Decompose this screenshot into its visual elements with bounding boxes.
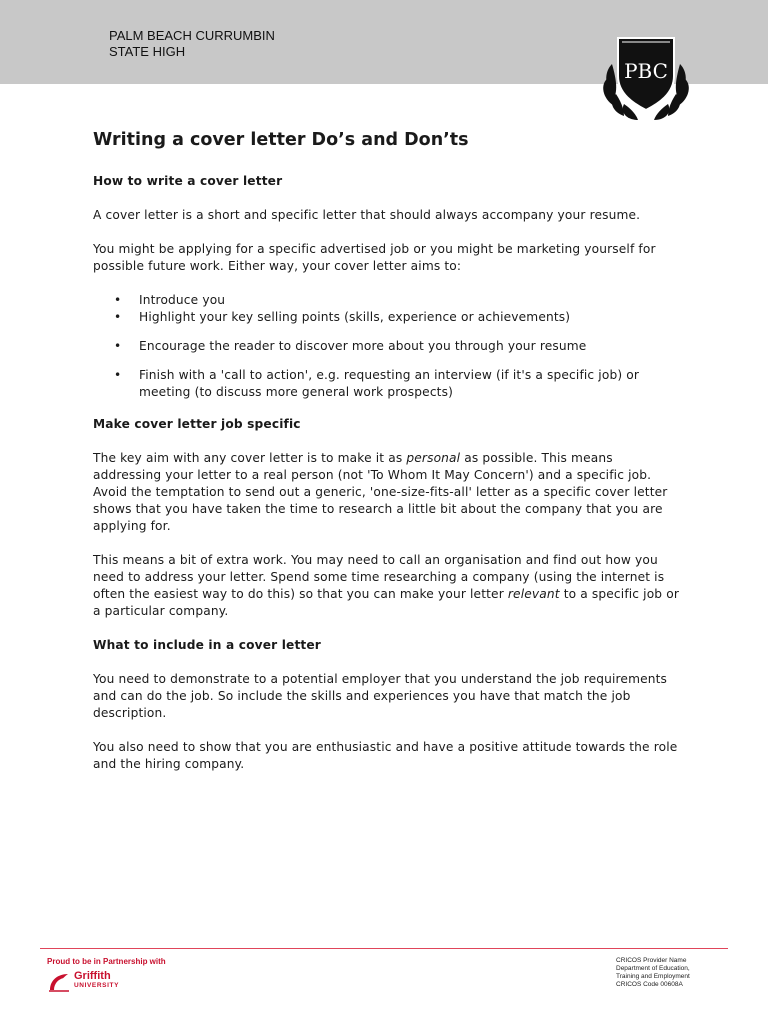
list-item: • Finish with a 'call to action', e.g. requesting an interview (if it's a specific job) or meeting (to discuss more general work prospects) bbox=[93, 367, 683, 401]
griffith-sub: UNIVERSITY bbox=[74, 982, 120, 989]
griffith-mark-icon bbox=[48, 972, 70, 992]
paragraph: This means a bit of extra work. You may need to call an organisation and find out how you need to address your letter. Spend some time researching a company (using the internet is often the easiest way to do this) so that you can make your letter relevant to a specific job or a particular company. bbox=[93, 553, 679, 618]
cricos-line: CRICOS Provider Name bbox=[616, 957, 687, 964]
griffith-university-logo bbox=[48, 970, 138, 994]
section-heading-how-to-write: How to write a cover letter bbox=[93, 174, 283, 188]
crest-text: PBC bbox=[624, 59, 668, 83]
list-item: • Highlight your key selling points (skills, experience or achievements) bbox=[93, 309, 683, 326]
document-title: Writing a cover letter Do’s and Don’ts bbox=[93, 130, 469, 150]
paragraph: You need to demonstrate to a potential employer that you understand the job requirements and can do the job. So include the skills and experiences you have that match the job description. bbox=[93, 672, 668, 720]
footer-divider bbox=[40, 948, 728, 949]
section-heading-what-to-include: What to include in a cover letter bbox=[93, 638, 321, 652]
griffith-name: Griffith bbox=[74, 970, 111, 982]
paragraph: You also need to show that you are enthusiastic and have a positive attitude towards the role and the hiring company. bbox=[93, 740, 678, 771]
school-name-line-2: STATE HIGH bbox=[109, 44, 186, 59]
cricos-line: Training and Employment bbox=[616, 973, 690, 980]
paragraph: The key aim with any cover letter is to make it as personal as possible. This means addressing your letter to a real person (not 'To Whom It May Concern') and a specific job. Avoid the temptation to send out a generic, 'one-size-fits-all' letter as a specific cover letter shows that you have taken the time to research a little bit about the company that you are applying for. bbox=[93, 451, 668, 533]
partner-label: Proud to be in Partnership with bbox=[47, 957, 166, 966]
pbc-crest-logo bbox=[594, 20, 698, 124]
school-name-line-1: PALM BEACH CURRUMBIN bbox=[109, 28, 275, 43]
cricos-line: CRICOS Code 00608A bbox=[616, 981, 683, 988]
list-item: • Encourage the reader to discover more about you through your resume bbox=[93, 338, 683, 355]
paragraph: A cover letter is a short and specific letter that should always accompany your resume. bbox=[93, 208, 641, 222]
section-heading-job-specific: Make cover letter job specific bbox=[93, 417, 301, 431]
school-name bbox=[109, 28, 275, 60]
cricos-info bbox=[616, 957, 690, 989]
paragraph: You might be applying for a specific advertised job or you might be marketing yourself for possible future work. Either way, your cover letter aims to: bbox=[93, 242, 656, 273]
list-item: • Introduce you bbox=[93, 292, 683, 309]
cricos-line: Department of Education, bbox=[616, 965, 690, 972]
document-body bbox=[93, 128, 683, 790]
aims-list bbox=[93, 292, 683, 401]
